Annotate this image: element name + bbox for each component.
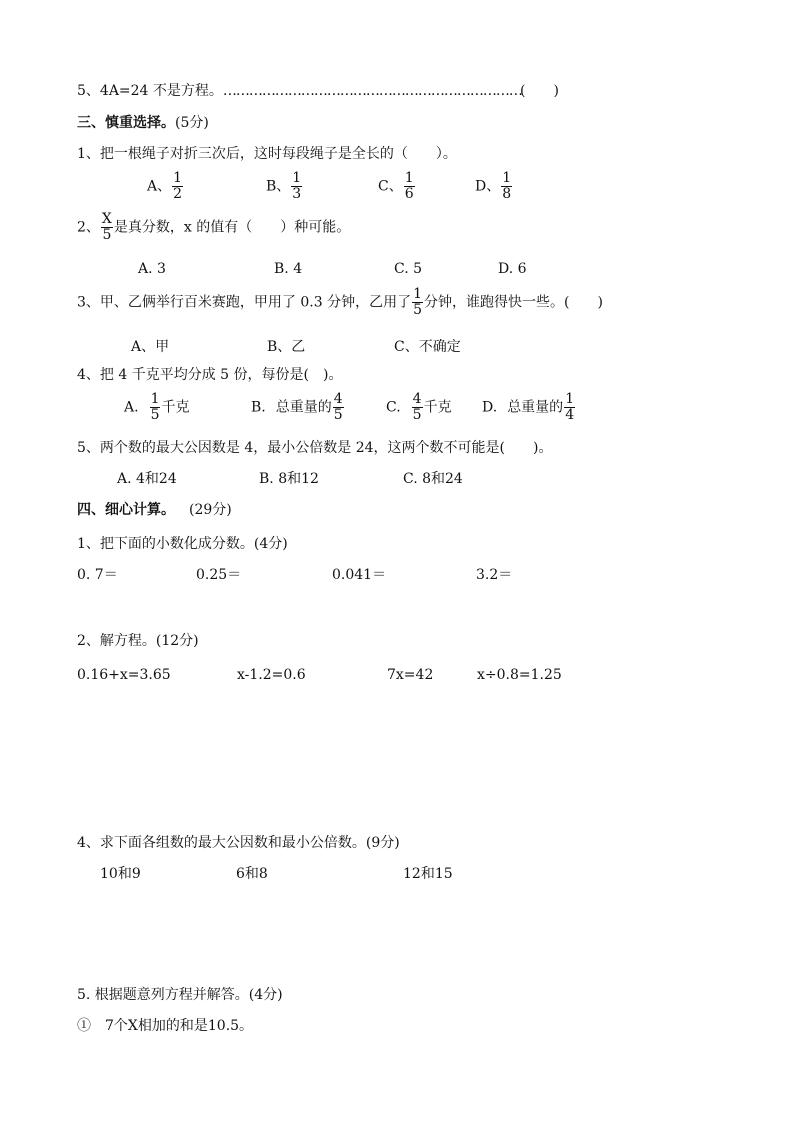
section-score: (5分): [175, 115, 209, 131]
section-title: 四、细心计算。: [77, 502, 175, 518]
section-title: 三、慎重选择。: [77, 115, 175, 131]
fraction: $\frac{1}{4}$: [565, 391, 575, 423]
option-c: C、不确定: [394, 339, 461, 355]
sub-question-1: ① 7个X相加的和是10.5。: [77, 1018, 254, 1034]
option-a: A、 $\frac{1}{2}$: [147, 170, 183, 202]
section-3-heading: [77, 114, 209, 132]
option-d: D. 6: [498, 261, 527, 277]
calc-item: 0.25＝: [196, 567, 242, 583]
question-3-5: 5、两个数的最大公因数是 4，最小公倍数是 24，这两个数不可能是( )。: [77, 440, 553, 456]
answer-paren: ( ): [520, 83, 559, 99]
question-3-1: 1、把一根绳子对折三次后，这时每段绳子是全长的（ ）。: [77, 146, 457, 162]
equation-item: x-1.2=0.6: [237, 667, 306, 683]
fraction: $\frac{4}{5}$: [333, 391, 343, 423]
option-a: A. $\frac{1}{5}$ 千克: [124, 391, 190, 423]
question-3-2: 2、 $\frac{X}{5}$ 是真分数，x 的值有（ ）种可能。: [77, 211, 351, 243]
option-c: C. 5: [394, 261, 423, 277]
question-4-4: 4、求下面各组数的最大公因数和最小公倍数。(9分): [77, 835, 400, 851]
fraction: $\frac{X}{5}$: [101, 211, 112, 243]
fraction: $\frac{1}{6}$: [404, 170, 414, 202]
number-pair: 10和9: [100, 866, 141, 882]
option-d: D. 总重量的 $\frac{1}{4}$: [482, 391, 575, 423]
question-4-5: 5. 根据题意列方程并解答。(4分): [77, 987, 283, 1003]
option-b: B、 $\frac{1}{3}$: [266, 170, 302, 202]
calc-item: 0. 7＝: [77, 567, 118, 583]
calc-item: 3.2＝: [476, 567, 513, 583]
option-b: B. 总重量的 $\frac{4}{5}$: [251, 391, 343, 423]
section-4-heading: [77, 501, 232, 519]
number-pair: 12和15: [403, 866, 453, 882]
option-c: C、 $\frac{1}{6}$: [378, 170, 414, 202]
option-a: A、甲: [131, 339, 170, 355]
fraction: $\frac{1}{8}$: [502, 170, 512, 202]
option-d: D、 $\frac{1}{8}$: [475, 170, 512, 202]
option-a: A. 3: [138, 261, 166, 277]
option-c: C. $\frac{4}{5}$ 千克: [386, 391, 452, 423]
section-score: (29分): [189, 502, 232, 518]
equation-item: 0.16+x=3.65: [77, 667, 171, 683]
option-a: A. 4和24: [117, 471, 177, 487]
fraction: $\frac{1}{5}$: [413, 286, 422, 318]
question-4-1: 1、把下面的小数化成分数。(4分): [77, 536, 288, 552]
fraction: $\frac{4}{5}$: [412, 391, 422, 423]
question-2-5: [77, 82, 522, 100]
dot-leader: ……………………………………………………………: [222, 83, 522, 99]
question-3-3: 3、甲、乙俩举行百米赛跑，甲用了 0.3 分钟，乙用了 $\frac{1}{5}$ 分钟，谁跑得快一些。( ): [77, 286, 603, 318]
option-b: B、乙: [267, 339, 306, 355]
question-text: 5、4A=24 不是方程。: [77, 83, 223, 99]
option-b: B. 8和12: [259, 471, 319, 487]
equation-item: 7x=42: [387, 667, 434, 683]
number-pair: 6和8: [236, 866, 268, 882]
question-4-2: 2、解方程。(12分): [77, 633, 199, 649]
option-c: C. 8和24: [403, 471, 463, 487]
equation-item: x÷0.8=1.25: [477, 667, 562, 683]
fraction: $\frac{1}{2}$: [173, 170, 183, 202]
fraction: $\frac{1}{3}$: [292, 170, 302, 202]
fraction: $\frac{1}{5}$: [150, 391, 160, 423]
calc-item: 0.041＝: [332, 567, 387, 583]
question-3-4: 4、把 4 千克平均分成 5 份，每份是( )。: [77, 367, 343, 383]
option-b: B. 4: [274, 261, 303, 277]
